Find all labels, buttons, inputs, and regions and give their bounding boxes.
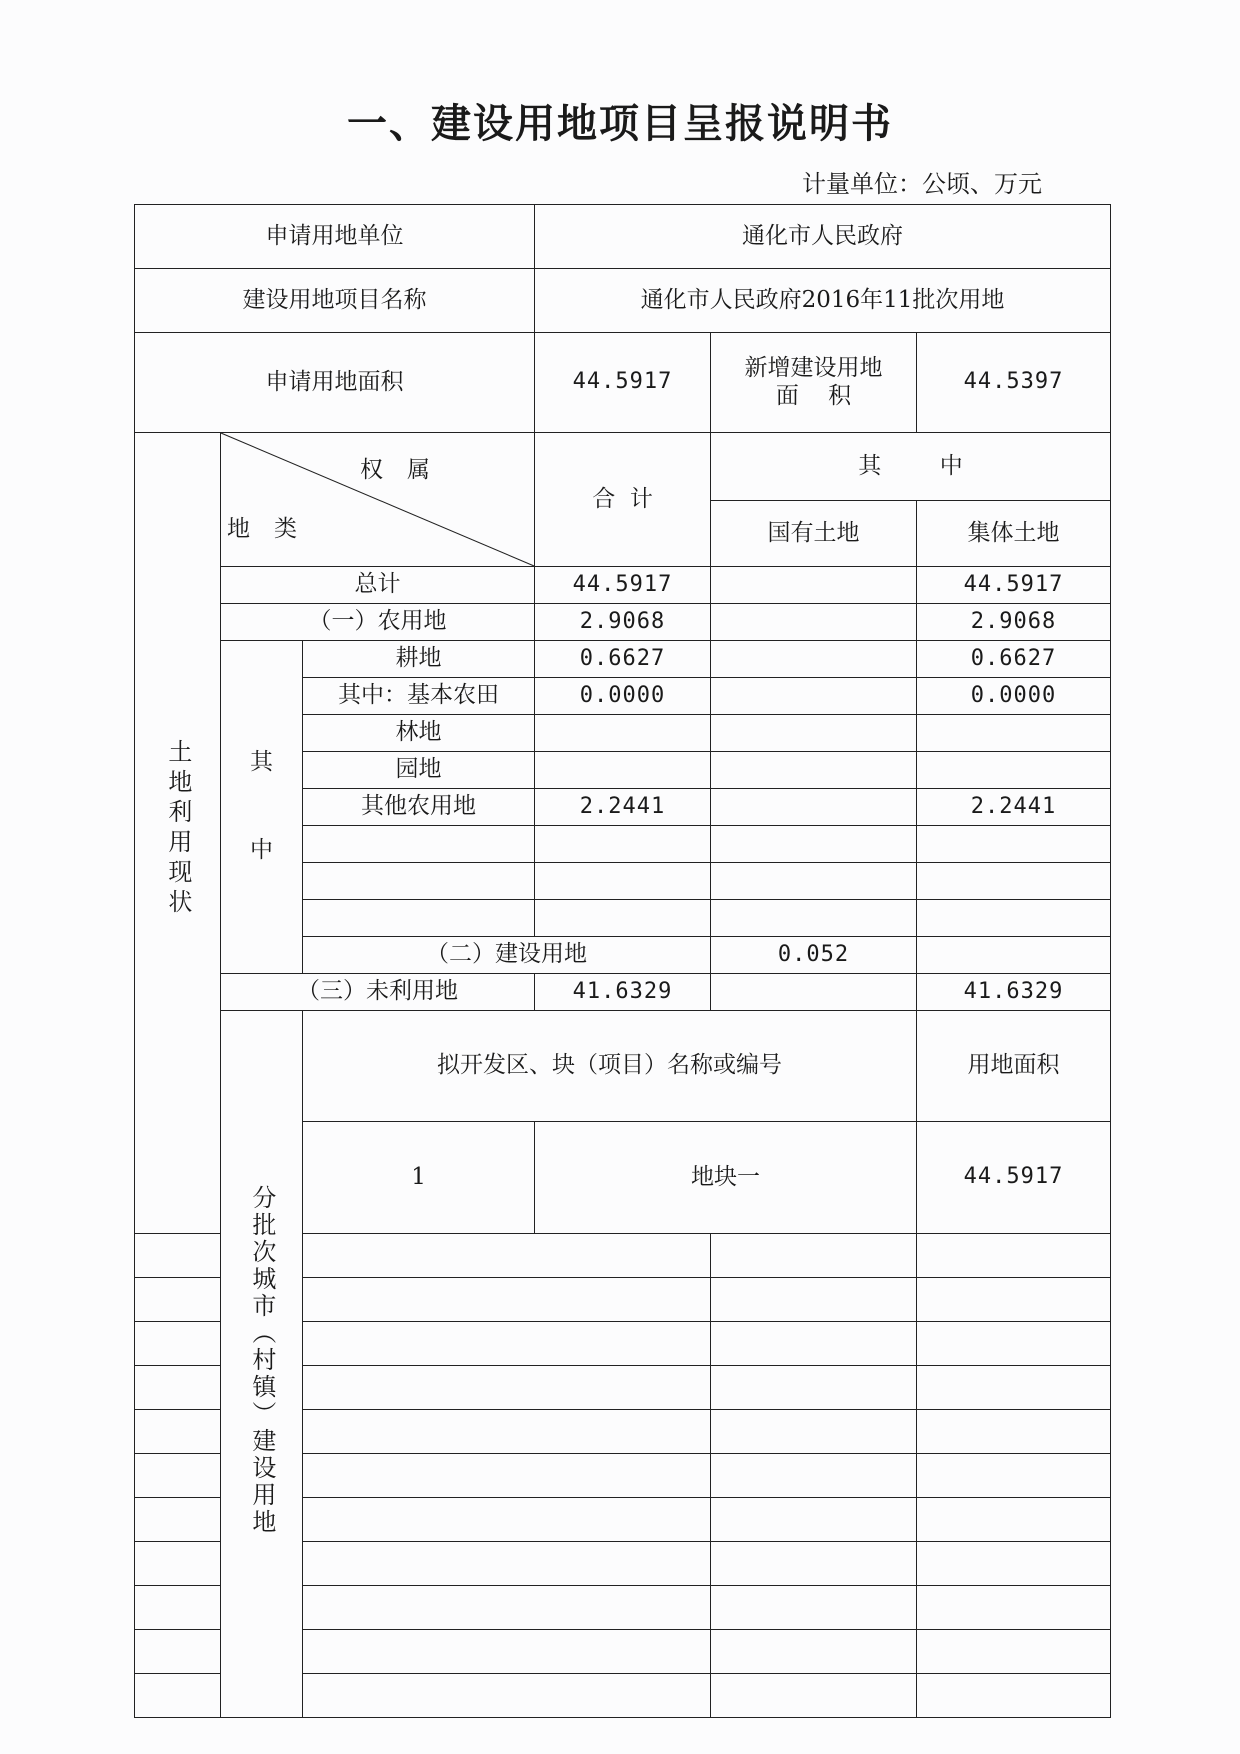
- total-col-header: 合 计: [535, 433, 711, 567]
- row-garden-collective: [917, 752, 1111, 789]
- batch-blank-cell: [135, 1277, 221, 1321]
- row-total-collective: 44.5917: [917, 567, 1111, 604]
- batch-blank-cell: [303, 1277, 711, 1321]
- batch-item-name: 地块一: [535, 1122, 917, 1233]
- row-construction-sum: 0.052: [711, 937, 917, 974]
- document-title: 一、建设用地项目呈报说明书: [347, 101, 893, 147]
- batch-blank-cell: [303, 1233, 711, 1277]
- blank-row-cell: [711, 826, 917, 863]
- unit-note: 计量单位：公顷、万元: [802, 170, 1042, 198]
- batch-blank-cell: [711, 1541, 917, 1585]
- applicant-label: 申请用地单位: [135, 205, 535, 269]
- blank-row-cell: [303, 900, 535, 937]
- row-other-agri-state: [711, 789, 917, 826]
- diag-landtype-label: 地类: [227, 516, 321, 543]
- batch-blank-cell: [711, 1497, 917, 1541]
- row-basic-state: [711, 678, 917, 715]
- batch-blank-cell: [135, 1673, 221, 1717]
- project-report-table: [134, 204, 1111, 1718]
- batch-blank-cell: [917, 1497, 1111, 1541]
- row-total-sum: 44.5917: [535, 567, 711, 604]
- row-arable-label: 耕地: [303, 641, 535, 678]
- batch-blank-cell: [303, 1541, 711, 1585]
- row-garden-label: 园地: [303, 752, 535, 789]
- landuse-section-label: 土地利用现状: [135, 433, 221, 1234]
- batch-blank-cell: [135, 1321, 221, 1365]
- blank-row-cell: [917, 863, 1111, 900]
- batch-blank-cell: [303, 1497, 711, 1541]
- row-forest-collective: [917, 715, 1111, 752]
- area-label: 申请用地面积: [135, 333, 535, 433]
- row-total-label: 总计: [221, 567, 535, 604]
- batch-blank-cell: [711, 1233, 917, 1277]
- batch-blank-cell: [303, 1365, 711, 1409]
- blank-row-cell: [535, 900, 711, 937]
- diagonal-line: [221, 433, 534, 566]
- row-basic-label: 其中：基本农田: [303, 678, 535, 715]
- batch-blank-cell: [711, 1673, 917, 1717]
- batch-blank-cell: [917, 1365, 1111, 1409]
- row-other-agri-sum: 2.2441: [535, 789, 711, 826]
- blank-row-cell: [535, 826, 711, 863]
- batch-blank-cell: [917, 1585, 1111, 1629]
- row-arable-collective: 0.6627: [917, 641, 1111, 678]
- batch-blank-cell: [711, 1365, 917, 1409]
- row-agri-label: （一）农用地: [221, 604, 535, 641]
- batch-blank-cell: [711, 1409, 917, 1453]
- of-which-sub-label: 其 中: [221, 641, 303, 974]
- batch-blank-cell: [135, 1409, 221, 1453]
- batch-blank-cell: [135, 1233, 221, 1277]
- applicant-value: 通化市人民政府: [535, 205, 1111, 269]
- row-unused-label: （三）未利用地: [221, 974, 535, 1011]
- row-agri-sum: 2.9068: [535, 604, 711, 641]
- blank-row-cell: [711, 863, 917, 900]
- batch-blank-cell: [917, 1673, 1111, 1717]
- batch-blank-cell: [135, 1365, 221, 1409]
- batch-blank-cell: [711, 1629, 917, 1673]
- row-unused-sum: 41.6329: [535, 974, 711, 1011]
- project-name-label: 建设用地项目名称: [135, 269, 535, 333]
- blank-row-cell: [917, 826, 1111, 863]
- row-construction-state: [917, 937, 1111, 974]
- batch-blank-cell: [303, 1629, 711, 1673]
- batch-blank-cell: [917, 1409, 1111, 1453]
- batch-blank-cell: [135, 1453, 221, 1497]
- row-forest-state: [711, 715, 917, 752]
- blank-row-cell: [303, 863, 535, 900]
- batch-blank-cell: [711, 1585, 917, 1629]
- collective-land-header: 集体土地: [917, 501, 1111, 567]
- batch-blank-cell: [917, 1277, 1111, 1321]
- blank-row-cell: [303, 826, 535, 863]
- batch-blank-cell: [711, 1453, 917, 1497]
- batch-section-label: 分批次城市（村镇）建设用地: [221, 1011, 303, 1718]
- state-land-header: 国有土地: [711, 501, 917, 567]
- area-value: 44.5917: [535, 333, 711, 433]
- row-basic-collective: 0.0000: [917, 678, 1111, 715]
- blank-row-cell: [917, 900, 1111, 937]
- blank-row-cell: [711, 900, 917, 937]
- batch-area-header: 用地面积: [917, 1011, 1111, 1122]
- row-other-agri-collective: 2.2441: [917, 789, 1111, 826]
- row-garden-state: [711, 752, 917, 789]
- row-total-state: [711, 567, 917, 604]
- diagonal-header-cell: [221, 433, 535, 567]
- batch-blank-cell: [711, 1321, 917, 1365]
- row-arable-sum: 0.6627: [535, 641, 711, 678]
- batch-name-header: 拟开发区、块（项目）名称或编号: [303, 1011, 917, 1122]
- batch-blank-cell: [135, 1497, 221, 1541]
- batch-blank-cell: [303, 1321, 711, 1365]
- batch-blank-cell: [917, 1233, 1111, 1277]
- batch-item-no: 1: [303, 1122, 535, 1233]
- row-unused-collective: 41.6329: [917, 974, 1111, 1011]
- batch-blank-cell: [711, 1277, 917, 1321]
- row-arable-state: [711, 641, 917, 678]
- new-area-label-line1: 新增建设用地: [744, 354, 883, 381]
- batch-blank-cell: [303, 1585, 711, 1629]
- batch-item-area: 44.5917: [917, 1122, 1111, 1233]
- row-basic-sum: 0.0000: [535, 678, 711, 715]
- blank-row-cell: [535, 863, 711, 900]
- row-unused-state: [711, 974, 917, 1011]
- row-forest-sum: [535, 715, 711, 752]
- of-which-header: 其 中: [711, 433, 1111, 501]
- batch-blank-cell: [917, 1453, 1111, 1497]
- batch-blank-cell: [303, 1453, 711, 1497]
- row-agri-state: [711, 604, 917, 641]
- row-construction-label: （二）建设用地: [303, 937, 711, 974]
- batch-blank-cell: [135, 1629, 221, 1673]
- row-garden-sum: [535, 752, 711, 789]
- project-name-value: 通化市人民政府2016年11批次用地: [535, 269, 1111, 333]
- row-agri-collective: 2.9068: [917, 604, 1111, 641]
- new-area-value: 44.5397: [917, 333, 1111, 433]
- batch-blank-cell: [135, 1585, 221, 1629]
- batch-blank-cell: [303, 1409, 711, 1453]
- row-forest-label: 林地: [303, 715, 535, 752]
- batch-blank-cell: [917, 1629, 1111, 1673]
- new-area-label-line2: 面 积: [775, 382, 852, 409]
- batch-blank-cell: [917, 1541, 1111, 1585]
- new-area-label: [711, 333, 917, 433]
- batch-blank-cell: [303, 1673, 711, 1717]
- row-other-agri-label: 其他农用地: [303, 789, 535, 826]
- diag-ownership-label: 权属: [360, 457, 455, 483]
- batch-blank-cell: [917, 1321, 1111, 1365]
- batch-blank-cell: [135, 1541, 221, 1585]
